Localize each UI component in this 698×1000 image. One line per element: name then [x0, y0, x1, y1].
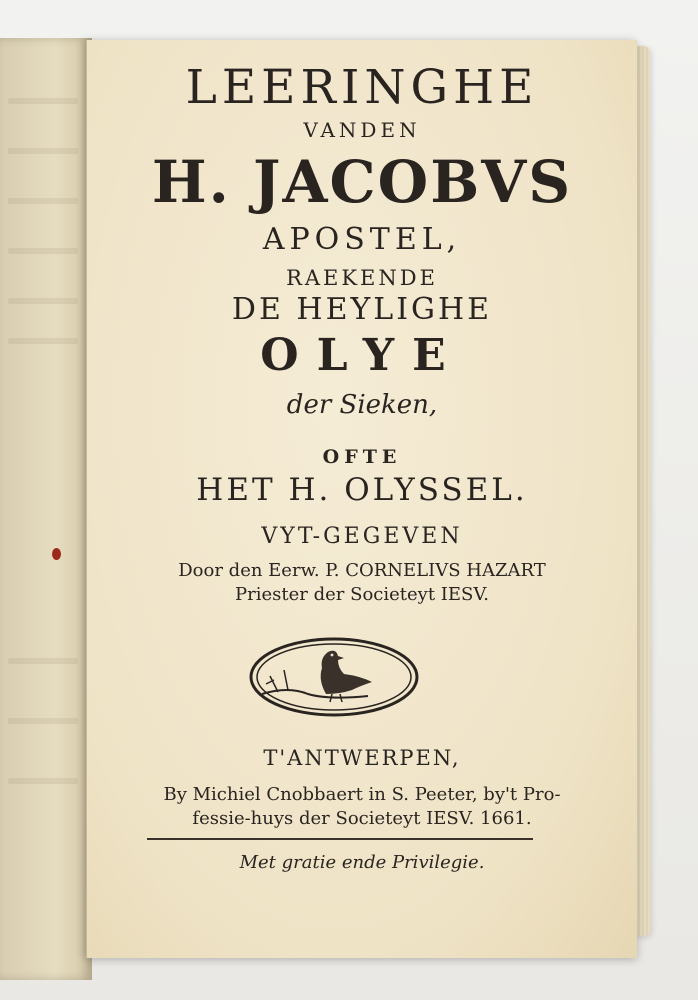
red-stain — [52, 548, 61, 560]
bird-on-branch-oval-icon — [248, 636, 420, 718]
imprint-place: T'ANTWERPEN, — [263, 746, 461, 770]
privilege-line: Met gratie ende Privilegie. — [239, 852, 485, 873]
divider-rule — [147, 838, 533, 840]
bleed-through-line — [8, 198, 78, 204]
bleed-through-line — [8, 718, 78, 724]
title-line-1: LEERINGHE — [185, 60, 539, 115]
author-affiliation: Priester der Societeyt IESV. — [235, 584, 489, 605]
imprint-line-2: fessie-huys der Societeyt IESV. 1661. — [192, 808, 532, 829]
title-line-6: DE HEYLIGHE — [231, 292, 493, 327]
imprint-line-1: By Michiel Cnobbaert in S. Peeter, by't Pro- — [163, 784, 561, 805]
left-facing-page — [0, 38, 92, 980]
bleed-through-line — [8, 338, 78, 344]
title-line-4: APOSTEL, — [262, 222, 462, 257]
bleed-through-line — [8, 778, 78, 784]
title-line-10: HET H. OLYSSEL. — [196, 472, 528, 508]
title-page — [86, 40, 637, 958]
bleed-through-line — [8, 98, 78, 104]
title-line-9: OFTE — [322, 446, 402, 468]
title-line-7: OLYE — [260, 330, 464, 381]
bleed-through-line — [8, 148, 78, 154]
bleed-through-line — [8, 248, 78, 254]
author-line: Door den Eerw. P. CORNELIVS HAZART — [178, 560, 546, 581]
bleed-through-line — [8, 658, 78, 664]
title-line-8: der Sieken, — [286, 390, 438, 420]
bleed-through-line — [8, 298, 78, 304]
title-line-11: VYT-GEGEVEN — [261, 524, 463, 549]
title-line-3: H. JACOBVS — [151, 148, 573, 216]
title-line-2: VANDEN — [303, 118, 421, 142]
title-line-5: RAEKENDE — [286, 266, 438, 290]
